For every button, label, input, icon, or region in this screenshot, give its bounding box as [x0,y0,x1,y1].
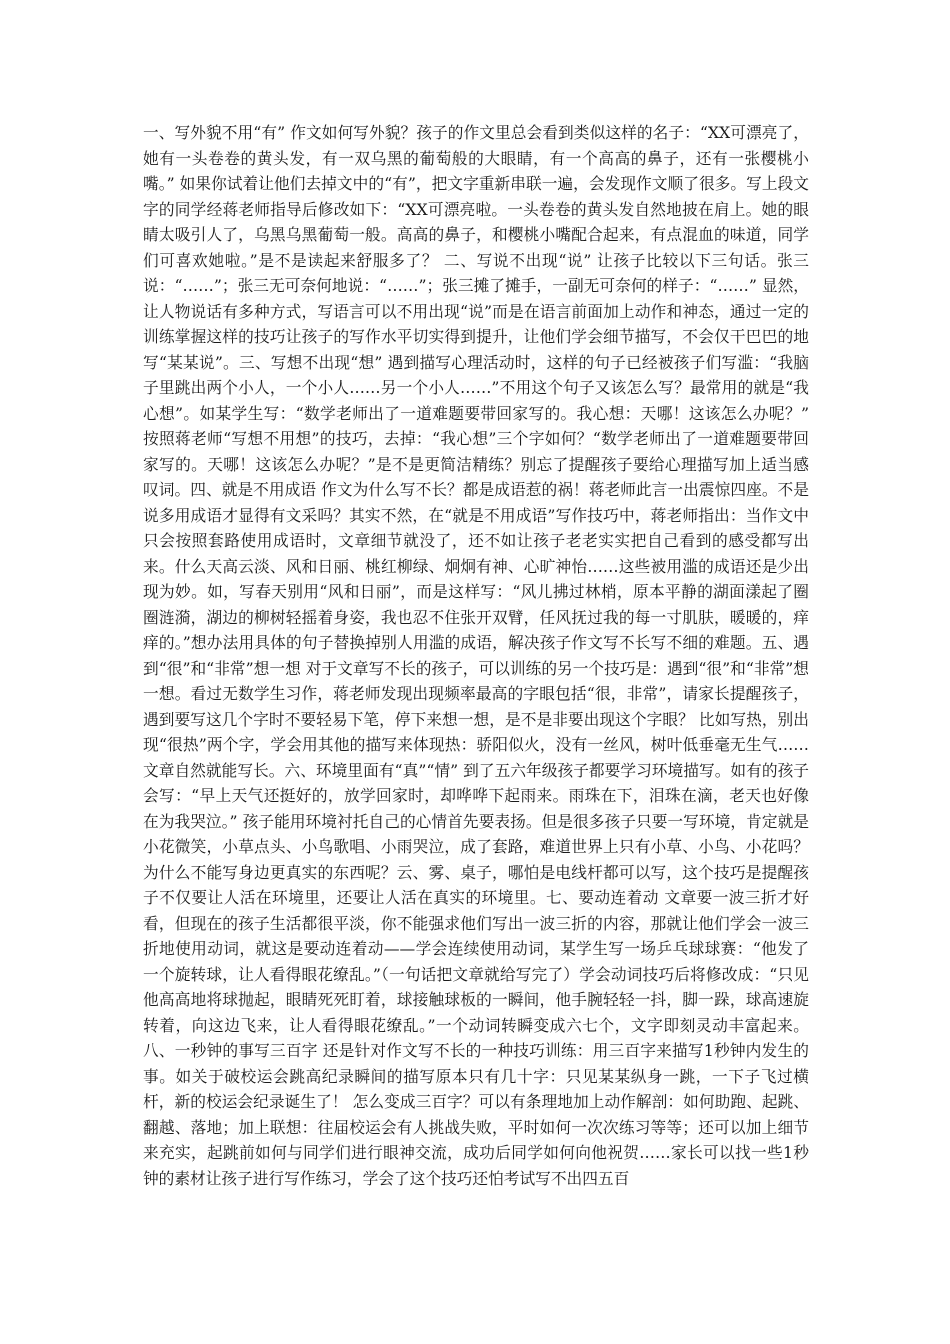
article-body-text: 一、写外貌不用“有” 作文如何写外貌？孩子的作文里总会看到类似这样的名子：“XX可漂亮了，她有一头卷卷的黄头发，有一双乌黑的葡萄般的大眼睛，有一个高高的鼻子，还有一张樱桃小嘴。” 如果你试着让他们去掉文中的“有”，把文字重新串联一遍，会发现作文顺了很多。写上段文字的同学经蒋老师指导后修改如下：“XX可漂亮啦。一头卷卷的黄头发自然地披在肩上。她的眼睛太吸引人了，乌黑乌黑葡萄一般。高高的鼻子，和樱桃小嘴配合起来，有点混血的味道，同学们可喜欢她啦。”是不是读起来舒服多了？ 二、写说不出现“说” 让孩子比较以下三句话。张三说：“……”；张三无可奈何地说：“……”；张三摊了摊手，一副无可奈何的样子：“……” 显然，让人物说话有多种方式，写语言可以不用出现“说”而是在语言前面加上动作和神态，通过一定的训练掌握这样的技巧让孩子的写作水平切实得到提升，让他们学会细节描写，不会仅干巴巴的地写“某某说”。三、写想不出现“想” 遇到描写心理活动时，这样的句子已经被孩子们写滥：“我脑子里跳出两个小人，一个小人……另一个小人……”不用这个句子又该怎么写？最常用的就是“我心想”。如某学生写：“数学老师出了一道难题要带回家写的。我心想：天哪！这该怎么办呢？” 按照蒋老师“写想不用想”的技巧，去掉：“我心想”三个字如何？“数学老师出了一道难题要带回家写的。天哪！这该怎么办呢？”是不是更简洁精练？别忘了提醒孩子要给心理描写加上适当感叹词。四、就是不用成语 作文为什么写不长？都是成语惹的祸！蒋老师此言一出震惊四座。不是说多用成语才显得有文采吗？其实不然，在“就是不用成语”写作技巧中，蒋老师指出：当作文中只会按照套路使用成语时，文章细节就没了，还不如让孩子老老实实把自己看到的感受都写出来。什么天高云淡、风和日丽、桃红柳绿、炯炯有神、心旷神怡……这些被用滥的成语还是少出现为妙。如，写春天别用“风和日丽”，而是这样写：“风儿拂过林梢，原本平静的湖面漾起了圈圈涟漪，湖边的柳树轻摇着身姿，我也忍不住张开双臂，任风抚过我的每一寸肌肤，暖暖的，痒痒的。”想办法用具体的句子替换掉别人用滥的成语，解决孩子作文写不长写不细的难题。五、遇到“很”和“非常”想一想 对于文章写不长的孩子，可以训练的另一个技巧是：遇到“很”和“非常”想一想。看过无数学生习作，蒋老师发现出现频率最高的字眼包括“很，非常”，请家长提醒孩子，遇到要写这几个字时不要轻易下笔，停下来想一想，是不是非要出现这个字眼？ 比如写热，别出现“很热”两个字，学会用其他的描写来体现热：骄阳似火，没有一丝风，树叶低垂毫无生气……文章自然就能写长。六、环境里面有“真”“情” 到了五六年级孩子都要学习环境描写。如有的孩子会写：“早上天气还挺好的，放学回家时，却哗哗下起雨来。雨珠在下，泪珠在滴，老天也好像在为我哭泣。” 孩子能用环境衬托自己的心情首先要表扬。但是很多孩子只要一写环境，肯定就是小花微笑，小草点头、小鸟歌唱、小雨哭泣，成了套路，难道世界上只有小草、小鸟、小花吗？为什么不能写身边更真实的东西呢？云、雾、桌子，哪怕是电线杆都可以写，这个技巧是提醒孩子不仅要让人活在环境里，还要让人活在真实的环境里。七、要动连着动 文章要一波三折才好看，但现在的孩子生活都很平淡，你不能强求他们写出一波三折的内容，那就让他们学会一波三折地使用动词，就这是要动连着动——学会连续使用动词，某学生写一场乒乓球球赛：“他发了一个旋转球，让人看得眼花缭乱。”（一句话把文章就给写完了）学会动词技巧后将修改成：“只见他高高地将球抛起，眼睛死死盯着，球接触球板的一瞬间，他手腕轻轻一抖，脚一跺，球高速旋转着，向这边飞来，让人看得眼花缭乱。”一个动词转瞬变成六七个，文字即刻灵动丰富起来。八、一秒钟的事写三百字 还是针对作文写不长的一种技巧训练：用三百字来描写1秒钟内发生的事。如关于破校运会跳高纪录瞬间的描写原本只有几十字：只见某某纵身一跳，一下子飞过横杆，新的校运会纪录诞生了！ 怎么变成三百字？可以有条理地加上动作解剖：如何助跑、起跳、翻越、落地；加上联想：往届校运会有人挑战失败，平时如何一次次练习等等；还可以加上细节来充实，起跳前如何与同学们进行眼神交流，成功后同学如何向他祝贺……家长可以找一些1秒钟的素材让孩子进行写作练习，学会了这个技巧还怕考试写不出四五百 [143,123,809,1188]
